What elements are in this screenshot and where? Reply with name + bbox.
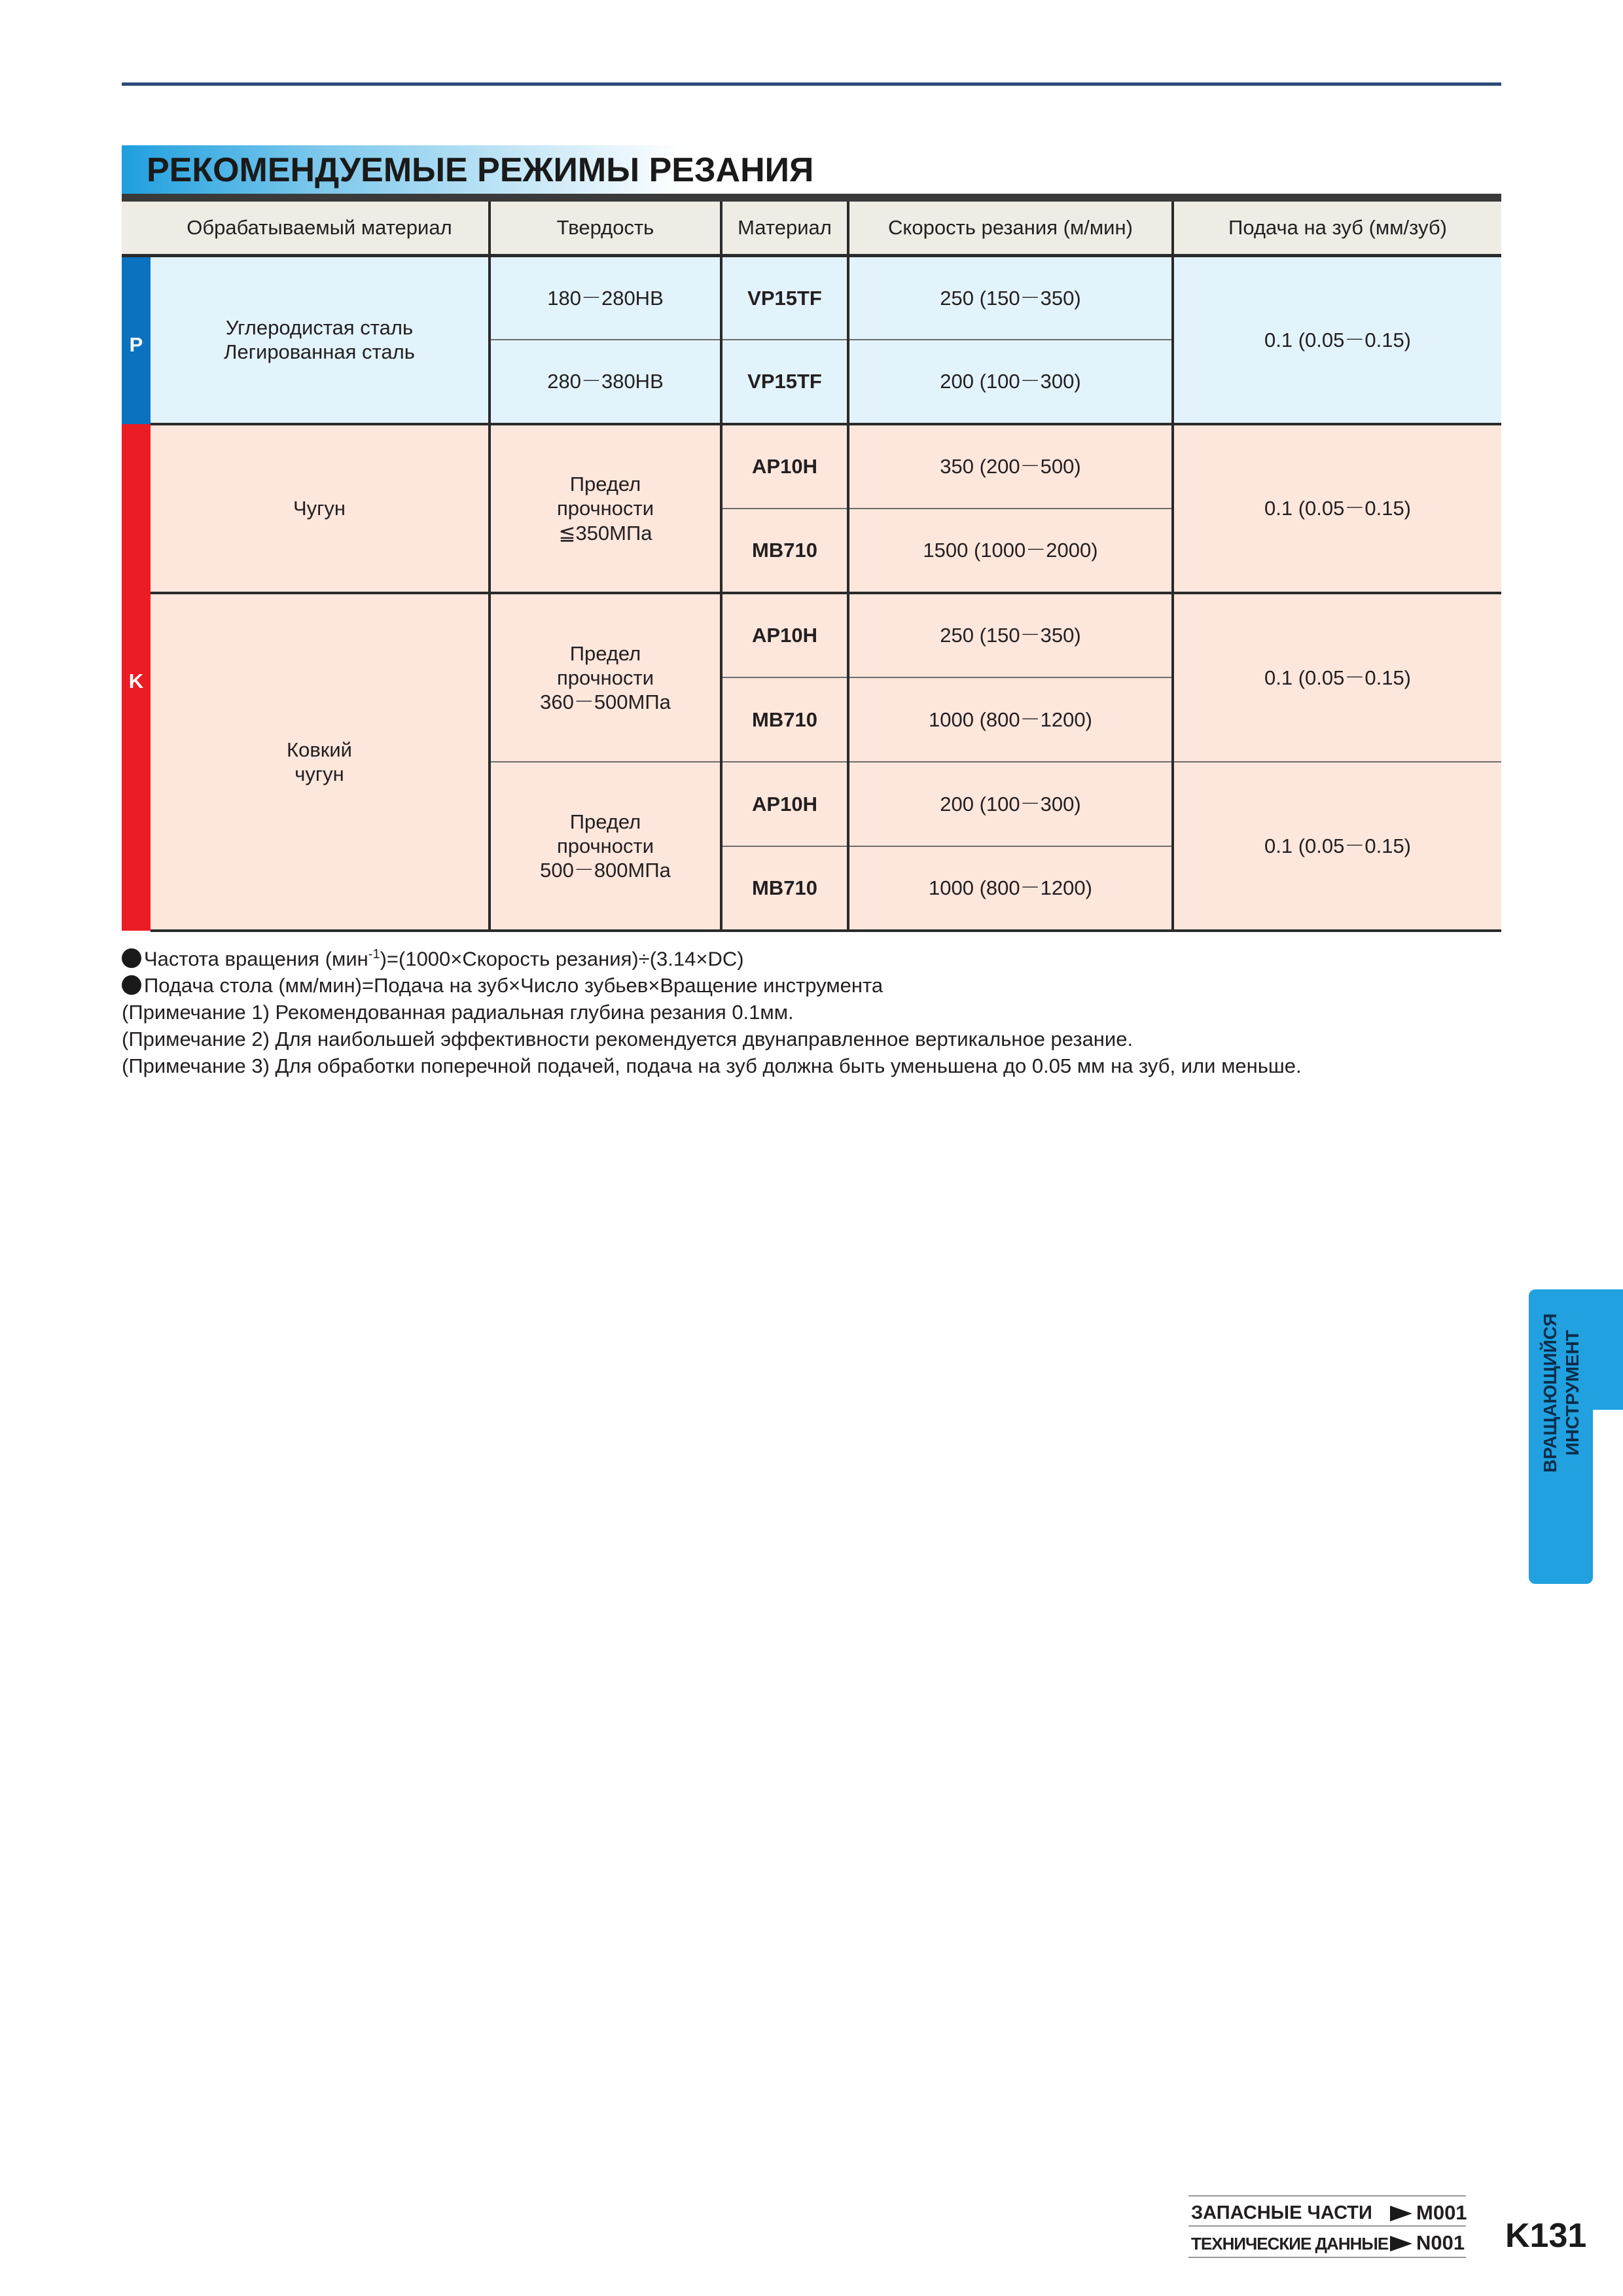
speed-cell: 1000 (800－1200) xyxy=(848,677,1173,762)
side-tab-line: ИНСТРУМЕНТ xyxy=(1562,1329,1582,1456)
hardness-cell xyxy=(490,593,721,762)
footer-ref-text: M001 xyxy=(1416,2201,1467,2224)
footer-link-label: ЗАПАСНЫЕ ЧАСТИ xyxy=(1191,2202,1372,2223)
section-header xyxy=(122,145,1501,202)
bullet-icon xyxy=(122,975,141,995)
header-grade: Материал xyxy=(721,202,848,255)
table-header-row xyxy=(122,202,1501,255)
feed-cell: 0.1 (0.05－0.15) xyxy=(1173,424,1501,593)
group-tag-p: P xyxy=(122,255,151,424)
section-title: РЕКОМЕНДУЕМЫЕ РЕЖИМЫ РЕЗАНИЯ xyxy=(147,151,814,189)
speed-cell: 200 (100－300) xyxy=(848,340,1173,424)
chapter-side-tab[interactable] xyxy=(1529,1289,1623,1584)
workpiece-cell xyxy=(151,424,490,593)
workpiece-name: чугун xyxy=(294,762,344,785)
hardness-text: ≦350МПа xyxy=(558,521,652,545)
hardness-cell xyxy=(490,424,721,593)
section-title-underline xyxy=(122,194,1501,202)
formula-text: )=(1000×Скорость резания)÷(3.14×DC) xyxy=(380,947,744,971)
formula-superscript: -1 xyxy=(368,947,380,961)
grade-cell: MB710 xyxy=(721,846,848,931)
hardness-cell: 180－280HB xyxy=(490,255,721,340)
feed-cell: 0.1 (0.05－0.15) xyxy=(1173,593,1501,762)
speed-cell: 350 (200－500) xyxy=(848,424,1173,509)
header-hardness: Твердость xyxy=(490,202,721,255)
hardness-cell: 280－380HB xyxy=(490,340,721,424)
note-2: (Примечание 2) Для наибольшей эффективности рекомендуется двунаправленное вертикальное резание. xyxy=(122,1028,1133,1051)
grade-cell: AP10H xyxy=(721,762,848,846)
table-row xyxy=(122,255,1501,340)
side-tab-label xyxy=(1539,1295,1589,1491)
speed-cell: 250 (150－350) xyxy=(848,593,1173,677)
speed-cell: 1500 (1000－2000) xyxy=(848,509,1173,593)
footer-ref-text: N001 xyxy=(1416,2231,1465,2254)
grade-cell: MB710 xyxy=(721,509,848,593)
note-1: (Примечание 1) Рекомендованная радиальная глубина резания 0.1мм. xyxy=(122,1001,794,1024)
notes-block xyxy=(122,941,1501,1079)
header-feed: Подача на зуб (мм/зуб) xyxy=(1173,202,1501,255)
footer-links xyxy=(1188,2195,1466,2274)
grade-cell: MB710 xyxy=(721,677,848,762)
feed-cell: 0.1 (0.05－0.15) xyxy=(1173,255,1501,424)
workpiece-cell xyxy=(151,255,490,424)
hardness-text: 500－800МПа xyxy=(540,859,671,882)
workpiece-name: Легированная сталь xyxy=(224,340,415,364)
workpiece-name: Ковкий xyxy=(287,738,352,761)
workpiece-name: Углеродистая сталь xyxy=(225,316,414,340)
header-tag-cell xyxy=(122,202,151,255)
top-rule xyxy=(122,82,1501,86)
grade-cell: VP15TF xyxy=(721,255,848,340)
formula-text: Подача стола (мм/мин)=Подача на зуб×Число зубьев×Вращение инструмента xyxy=(144,974,883,997)
hardness-text: 360－500МПа xyxy=(540,691,671,714)
grade-cell: AP10H xyxy=(721,424,848,509)
hardness-text: прочности xyxy=(556,666,654,689)
hardness-cell xyxy=(490,762,721,931)
bullet-icon xyxy=(122,948,141,968)
page-number: K131 xyxy=(1505,2217,1587,2255)
grade-cell: AP10H xyxy=(721,593,848,677)
speed-cell: 250 (150－350) xyxy=(848,255,1173,340)
side-tab-line: ВРАЩАЮЩИЙСЯ xyxy=(1540,1313,1560,1473)
hardness-text: прочности xyxy=(556,834,654,857)
formula-text: Частота вращения (мин xyxy=(144,947,368,971)
speed-cell: 1000 (800－1200) xyxy=(848,846,1173,931)
grade-cell: VP15TF xyxy=(721,340,848,424)
group-tag-k: K xyxy=(122,424,151,931)
footer-link-technical-data[interactable] xyxy=(1188,2227,1466,2258)
hardness-text: прочности xyxy=(556,497,654,520)
formula-table-feed xyxy=(122,972,1501,999)
footer-link-spare-parts[interactable] xyxy=(1188,2195,1466,2227)
feed-cell: 0.1 (0.05－0.15) xyxy=(1173,762,1501,931)
header-workpiece: Обрабатываемый материал xyxy=(151,202,490,255)
table-row xyxy=(122,424,1501,509)
note-3: (Примечание 3) Для обработки поперечной подачей, подача на зуб должна быть уменьшена до 0.05 мм на зуб, или меньше. xyxy=(122,1054,1302,1078)
hardness-text: Предел xyxy=(569,473,641,496)
header-speed: Скорость резания (м/мин) xyxy=(848,202,1173,255)
footer-link-ref xyxy=(1390,2201,1467,2225)
arrow-right-icon xyxy=(1390,2206,1412,2221)
workpiece-name: Чугун xyxy=(293,497,346,520)
table-row xyxy=(122,593,1501,677)
workpiece-cell xyxy=(151,593,490,931)
footer-link-ref xyxy=(1390,2231,1465,2255)
hardness-text: Предел xyxy=(569,810,641,833)
formula-rpm xyxy=(122,941,1501,972)
arrow-right-icon xyxy=(1390,2236,1412,2251)
footer-link-label: ТЕХНИЧЕСКИЕ ДАННЫЕ xyxy=(1191,2234,1389,2253)
cutting-conditions-table xyxy=(122,202,1501,932)
speed-cell: 200 (100－300) xyxy=(848,762,1173,846)
hardness-text: Предел xyxy=(569,641,641,665)
